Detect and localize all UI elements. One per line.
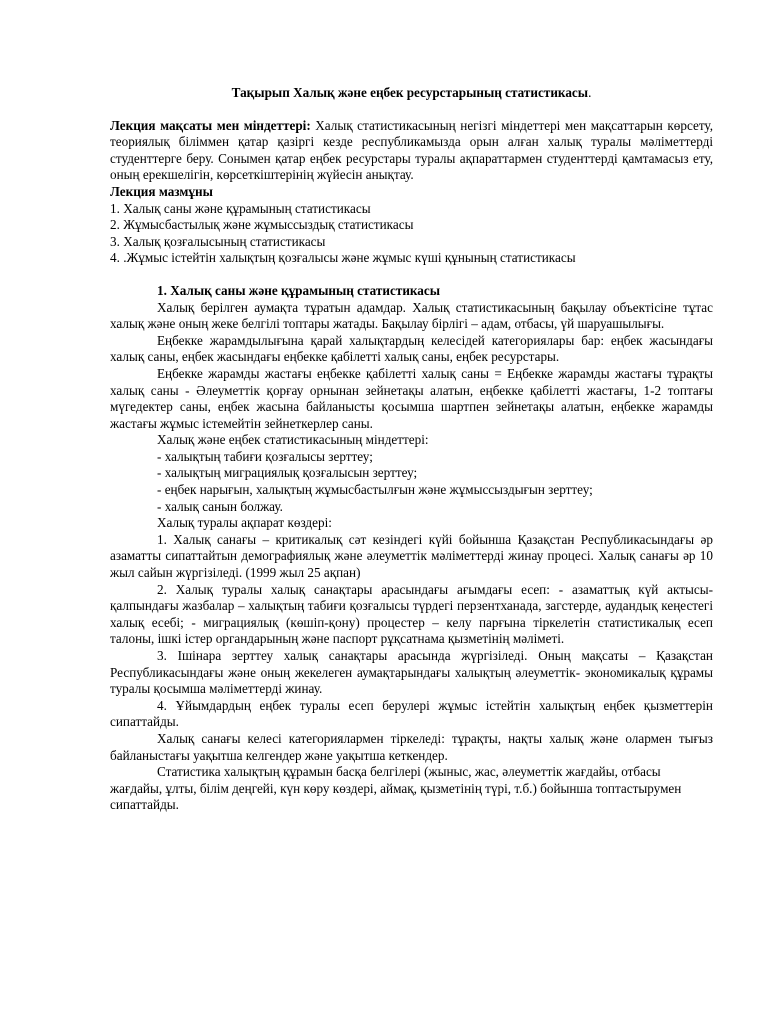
lecture-goals bbox=[110, 118, 713, 184]
list-item: - халықтың табиғи қозғалысы зерттеу; bbox=[157, 448, 373, 464]
contents-item: 4. .Жұмыс істейтін халықтың қозғалысы және жұмыс күші құнының статистикасы bbox=[110, 250, 576, 266]
paragraph: Еңбекке жарамдылығына қарай халықтардың келесідей категориялары бар: еңбек жасындағы халық саны, еңбек жасындағы еңбекке қабілетті халық саны, еңбек ресурстары. bbox=[110, 332, 713, 365]
list-item: - еңбек нарығын, халықтың жұмысбастылғын және жұмыссыздығын зерттеу; bbox=[157, 482, 593, 498]
document-title: Тақырып Халық және еңбек ресурстарының статистикасы. bbox=[231, 85, 592, 100]
paragraph: Еңбекке жарамды жастағы еңбекке қабілетті халық саны = Еңбекке жарамды жастағы тұрақты халық саны - Әлеуметтік қорғау орнынан зейнетақы алатын, еңбекке қабілетті жастағы, 1-2 топтағы мүгедектер саны, еңбек жасына байланысты қосымша шартпен зейнетақы алатын, еңбекке жарамды жастағы жұмыс істемейтін зейнеткерлер саны. bbox=[110, 365, 713, 431]
section-title: 1. Халық саны және құрамының статистикасы bbox=[157, 282, 441, 298]
contents-item: 1. Халық саны және құрамының статистикасы bbox=[110, 200, 371, 216]
source-item: 3. Ішінара зерттеу халық санақтары арасында жүргізіледі. Оның мақсаты – Қазақстан Республикасындағы және оның жекелеген аумақтарындағы халықтың әлеуметтік- экономикалық құрамы туралы қосымша мәліметтерді жинау. bbox=[110, 648, 713, 697]
paragraph: Халық берілген аумақта тұратын адамдар. Халық статистикасының бақылау объектісіне тұтас халық және оның жеке белгілі топтары жатады. Бақылау бірлігі – адам, отбасы, үй шаруашылығы. bbox=[110, 299, 713, 332]
source-item: 2. Халық туралы халық санақтары арасындағы ағымдағы есеп: - азаматтық күй актысы- қалпындағы жазбалар – халықтың табиғи қозғалысы түрдегі перзентханада, загстерде, аудандық кеңестегі халық есебі; - миграциялық (көшіп-қону) процестер – келу парғына тіркелетін статистикалық есеп талоны, ішкі істер органдарының және паспорт рұқсатнама қызметінің мәліметі. bbox=[110, 581, 713, 647]
source-item: 1. Халық санағы – критикалық сәт кезіндегі күйі бойынша Қазақстан Республикасындағы әр азаматты сипаттайтын демографиялық және әлеуметтік мәліметтерді жинау процесі. Халық санағы әр 10 жыл сайын жүргізіледі. (1999 жыл 25 ақпан) bbox=[110, 531, 713, 581]
source-item: 4. Ұйымдардың еңбек туралы есеп берулері жұмыс істейтін халықтың еңбек қызметтерін сипаттайды. bbox=[110, 697, 713, 730]
contents-item: 3. Халық қозғалысының статистикасы bbox=[110, 233, 326, 249]
list-item: - халық санын болжау. bbox=[157, 498, 283, 514]
tasks-heading: Халық және еңбек статистикасының міндеттері: bbox=[157, 432, 429, 448]
lecture-goals-label: Лекция мақсаты мен міндеттері: bbox=[110, 117, 311, 133]
lecture-goals-text: Халық статистикасының негізгі міндеттері мен мақсаттарын көрсету, теориялық біліммен қатар қазіргі кезде республикамызда орын алған халық туралы мәліметтерді студенттерге беру. Сонымен қатар еңбек ресурстары туралы ақпараттармен студенттерді қамтамасыз ету, оның ерекшелігін, көрсеткіштерінің жүйесін анықтау. bbox=[110, 117, 713, 183]
contents-item: 2. Жұмысбастылық және жұмыссыздық статистикасы bbox=[110, 217, 414, 233]
sources-heading: Халық туралы ақпарат көздері: bbox=[157, 515, 332, 531]
paragraph: Статистика халықтың құрамын басқа белгілері (жыныс, жас, әлеуметтік жағдайы, отбасы жағдайы, ұлты, білім деңгейі, күн көру көздері, аймақ, қызметінің түрі, т.б.) бойынша топтастырумен сипаттайды. bbox=[110, 764, 682, 813]
paragraph: Халық санағы келесі категориялармен тіркеледі: тұрақты, нақты халық және олармен тығыз байланыстағы уақытша келгендер және уақытша кеткендер. bbox=[110, 730, 713, 763]
contents-heading: Лекция мазмұны bbox=[110, 183, 213, 199]
list-item: - халықтың миграциялық қозғалысын зерттеу; bbox=[157, 465, 418, 481]
spacer bbox=[110, 267, 713, 283]
